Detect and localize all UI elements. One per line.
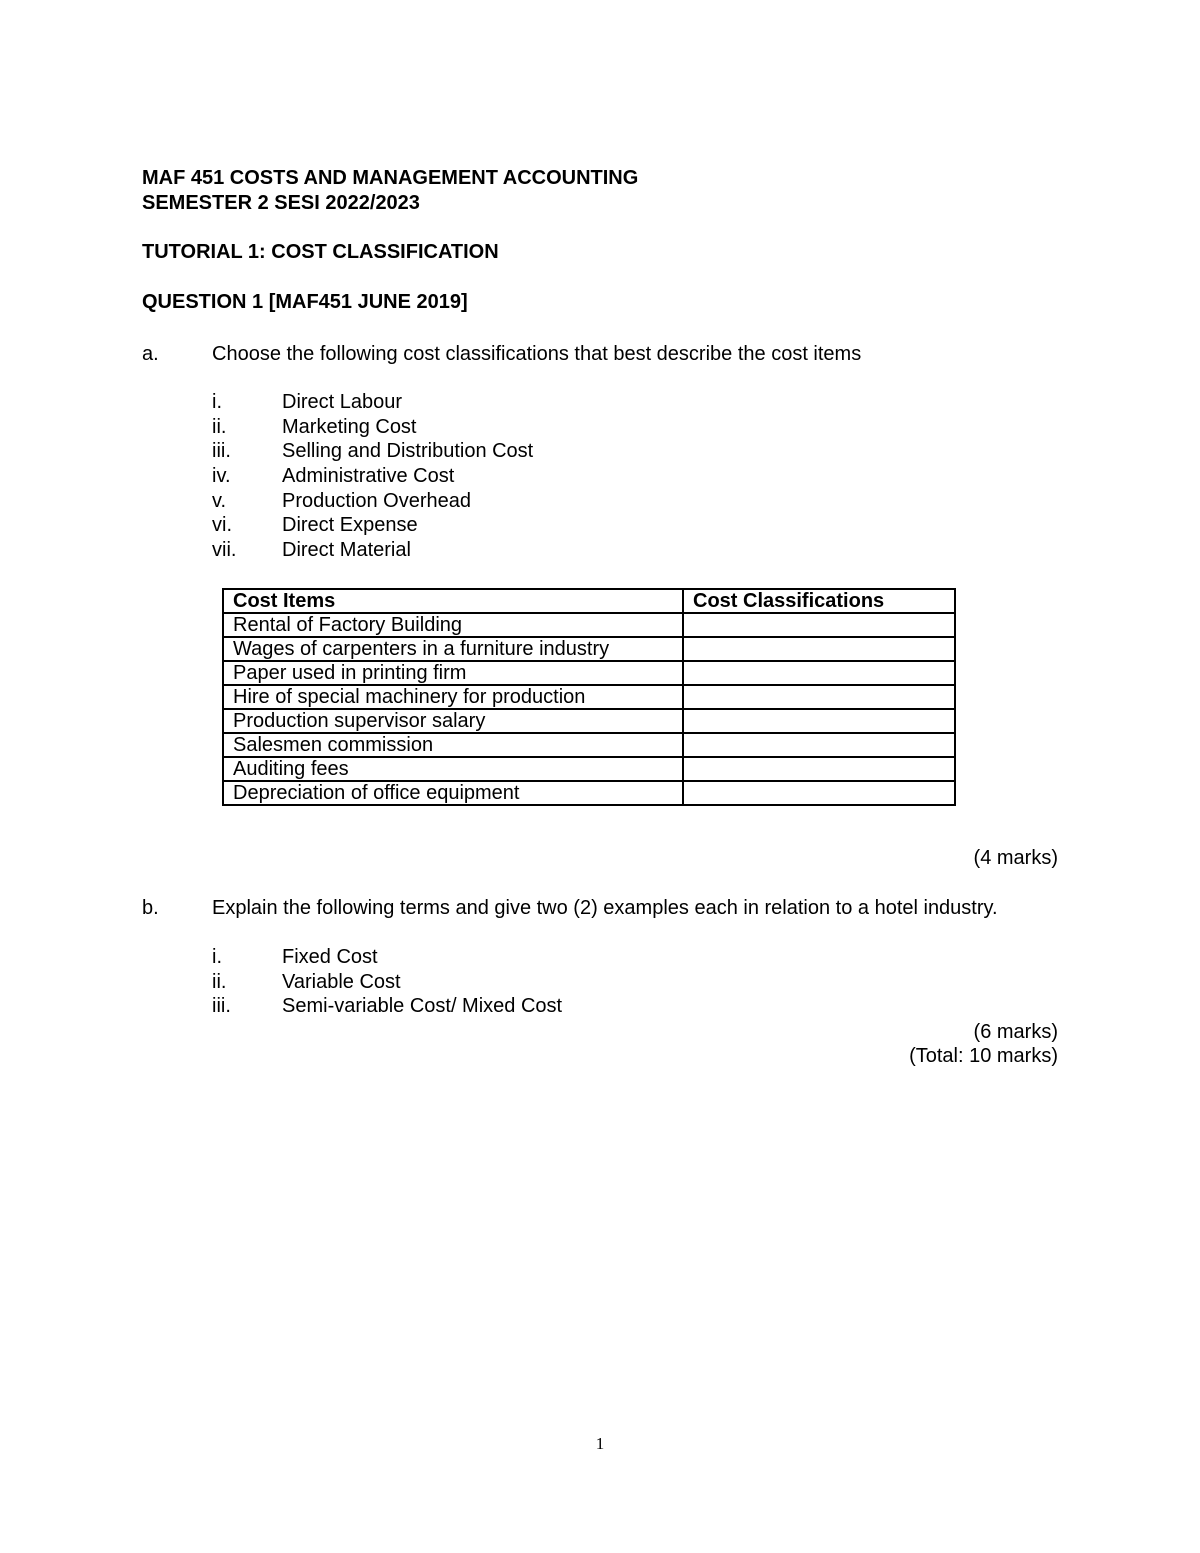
part-a-label: a. (142, 343, 159, 365)
list-item (212, 464, 533, 489)
list-item (212, 513, 533, 538)
cost-item-cell: Hire of special machinery for production (223, 685, 683, 709)
list-text: Fixed Cost (282, 946, 378, 968)
list-number: ii. (212, 970, 227, 993)
tutorial-title: TUTORIAL 1: COST CLASSIFICATION (142, 241, 499, 263)
table-row (223, 709, 955, 733)
part-a-instruction: Choose the following cost classifications that best describe the cost items (212, 343, 862, 365)
list-number: v. (212, 489, 227, 512)
table-row (223, 637, 955, 661)
list-number: iv. (212, 465, 231, 488)
part-a-marks: (4 marks) (973, 847, 1058, 869)
total-marks: (Total: 10 marks) (909, 1045, 1058, 1067)
table-row (223, 781, 955, 805)
table-row (223, 661, 955, 685)
list-item (212, 945, 562, 970)
list-text: Variable Cost (282, 970, 401, 993)
list-text: Direct Expense (282, 514, 418, 537)
list-text: Administrative Cost (282, 465, 455, 488)
list-item (212, 390, 533, 415)
table-row (223, 613, 955, 637)
part-b-instruction: Explain the following terms and give two (2) examples each in relation to a hotel industry. (212, 897, 998, 919)
list-text: Semi-variable Cost/ Mixed Cost (282, 995, 563, 1018)
cost-item-cell: Production supervisor salary (223, 709, 683, 733)
classification-list (212, 390, 533, 563)
list-item (212, 415, 533, 440)
list-text: Marketing Cost (282, 415, 417, 438)
cost-item-cell: Salesmen commission (223, 733, 683, 757)
part-b-marks: (6 marks) (973, 1021, 1058, 1043)
cost-table (222, 588, 956, 806)
table-row (223, 733, 955, 757)
course-title: MAF 451 COSTS AND MANAGEMENT ACCOUNTING (142, 167, 639, 189)
list-number: i. (212, 946, 222, 968)
list-text: Production Overhead (282, 489, 472, 512)
list-item (212, 538, 533, 563)
page-number: 1 (595, 1434, 605, 1453)
part-b-label: b. (142, 897, 159, 919)
list-item (212, 439, 533, 464)
list-number: iii. (212, 440, 231, 463)
list-item (212, 970, 562, 995)
question-heading: QUESTION 1 [MAF451 JUNE 2019] (142, 291, 468, 313)
list-number: i. (212, 391, 222, 413)
list-text: Selling and Distribution Cost (282, 440, 534, 463)
classification-cell[interactable] (683, 709, 955, 733)
classification-cell[interactable] (683, 733, 955, 757)
semester-line: SEMESTER 2 SESI 2022/2023 (142, 192, 420, 214)
list-number: iii. (212, 995, 231, 1018)
list-number: ii. (212, 415, 227, 438)
classification-cell[interactable] (683, 685, 955, 709)
cost-item-cell: Rental of Factory Building (223, 613, 683, 637)
terms-list (212, 945, 562, 1019)
cost-item-cell: Auditing fees (223, 757, 683, 781)
list-item (212, 489, 533, 514)
classification-cell[interactable] (683, 637, 955, 661)
table-row (223, 757, 955, 781)
list-number: vi. (212, 514, 232, 537)
header-cost-classifications: Cost Classifications (683, 589, 955, 613)
table-header-row (223, 589, 955, 613)
classification-cell[interactable] (683, 661, 955, 685)
list-number: vii. (212, 539, 237, 562)
header-cost-items: Cost Items (223, 589, 683, 613)
cost-item-cell: Depreciation of office equipment (223, 781, 683, 805)
cost-item-cell: Wages of carpenters in a furniture industry (223, 637, 683, 661)
list-item (212, 994, 562, 1019)
classification-cell[interactable] (683, 757, 955, 781)
list-text: Direct Labour (282, 391, 403, 413)
list-text: Direct Material (282, 539, 411, 562)
table-row (223, 685, 955, 709)
classification-cell[interactable] (683, 613, 955, 637)
classification-cell[interactable] (683, 781, 955, 805)
cost-item-cell: Paper used in printing firm (223, 661, 683, 685)
